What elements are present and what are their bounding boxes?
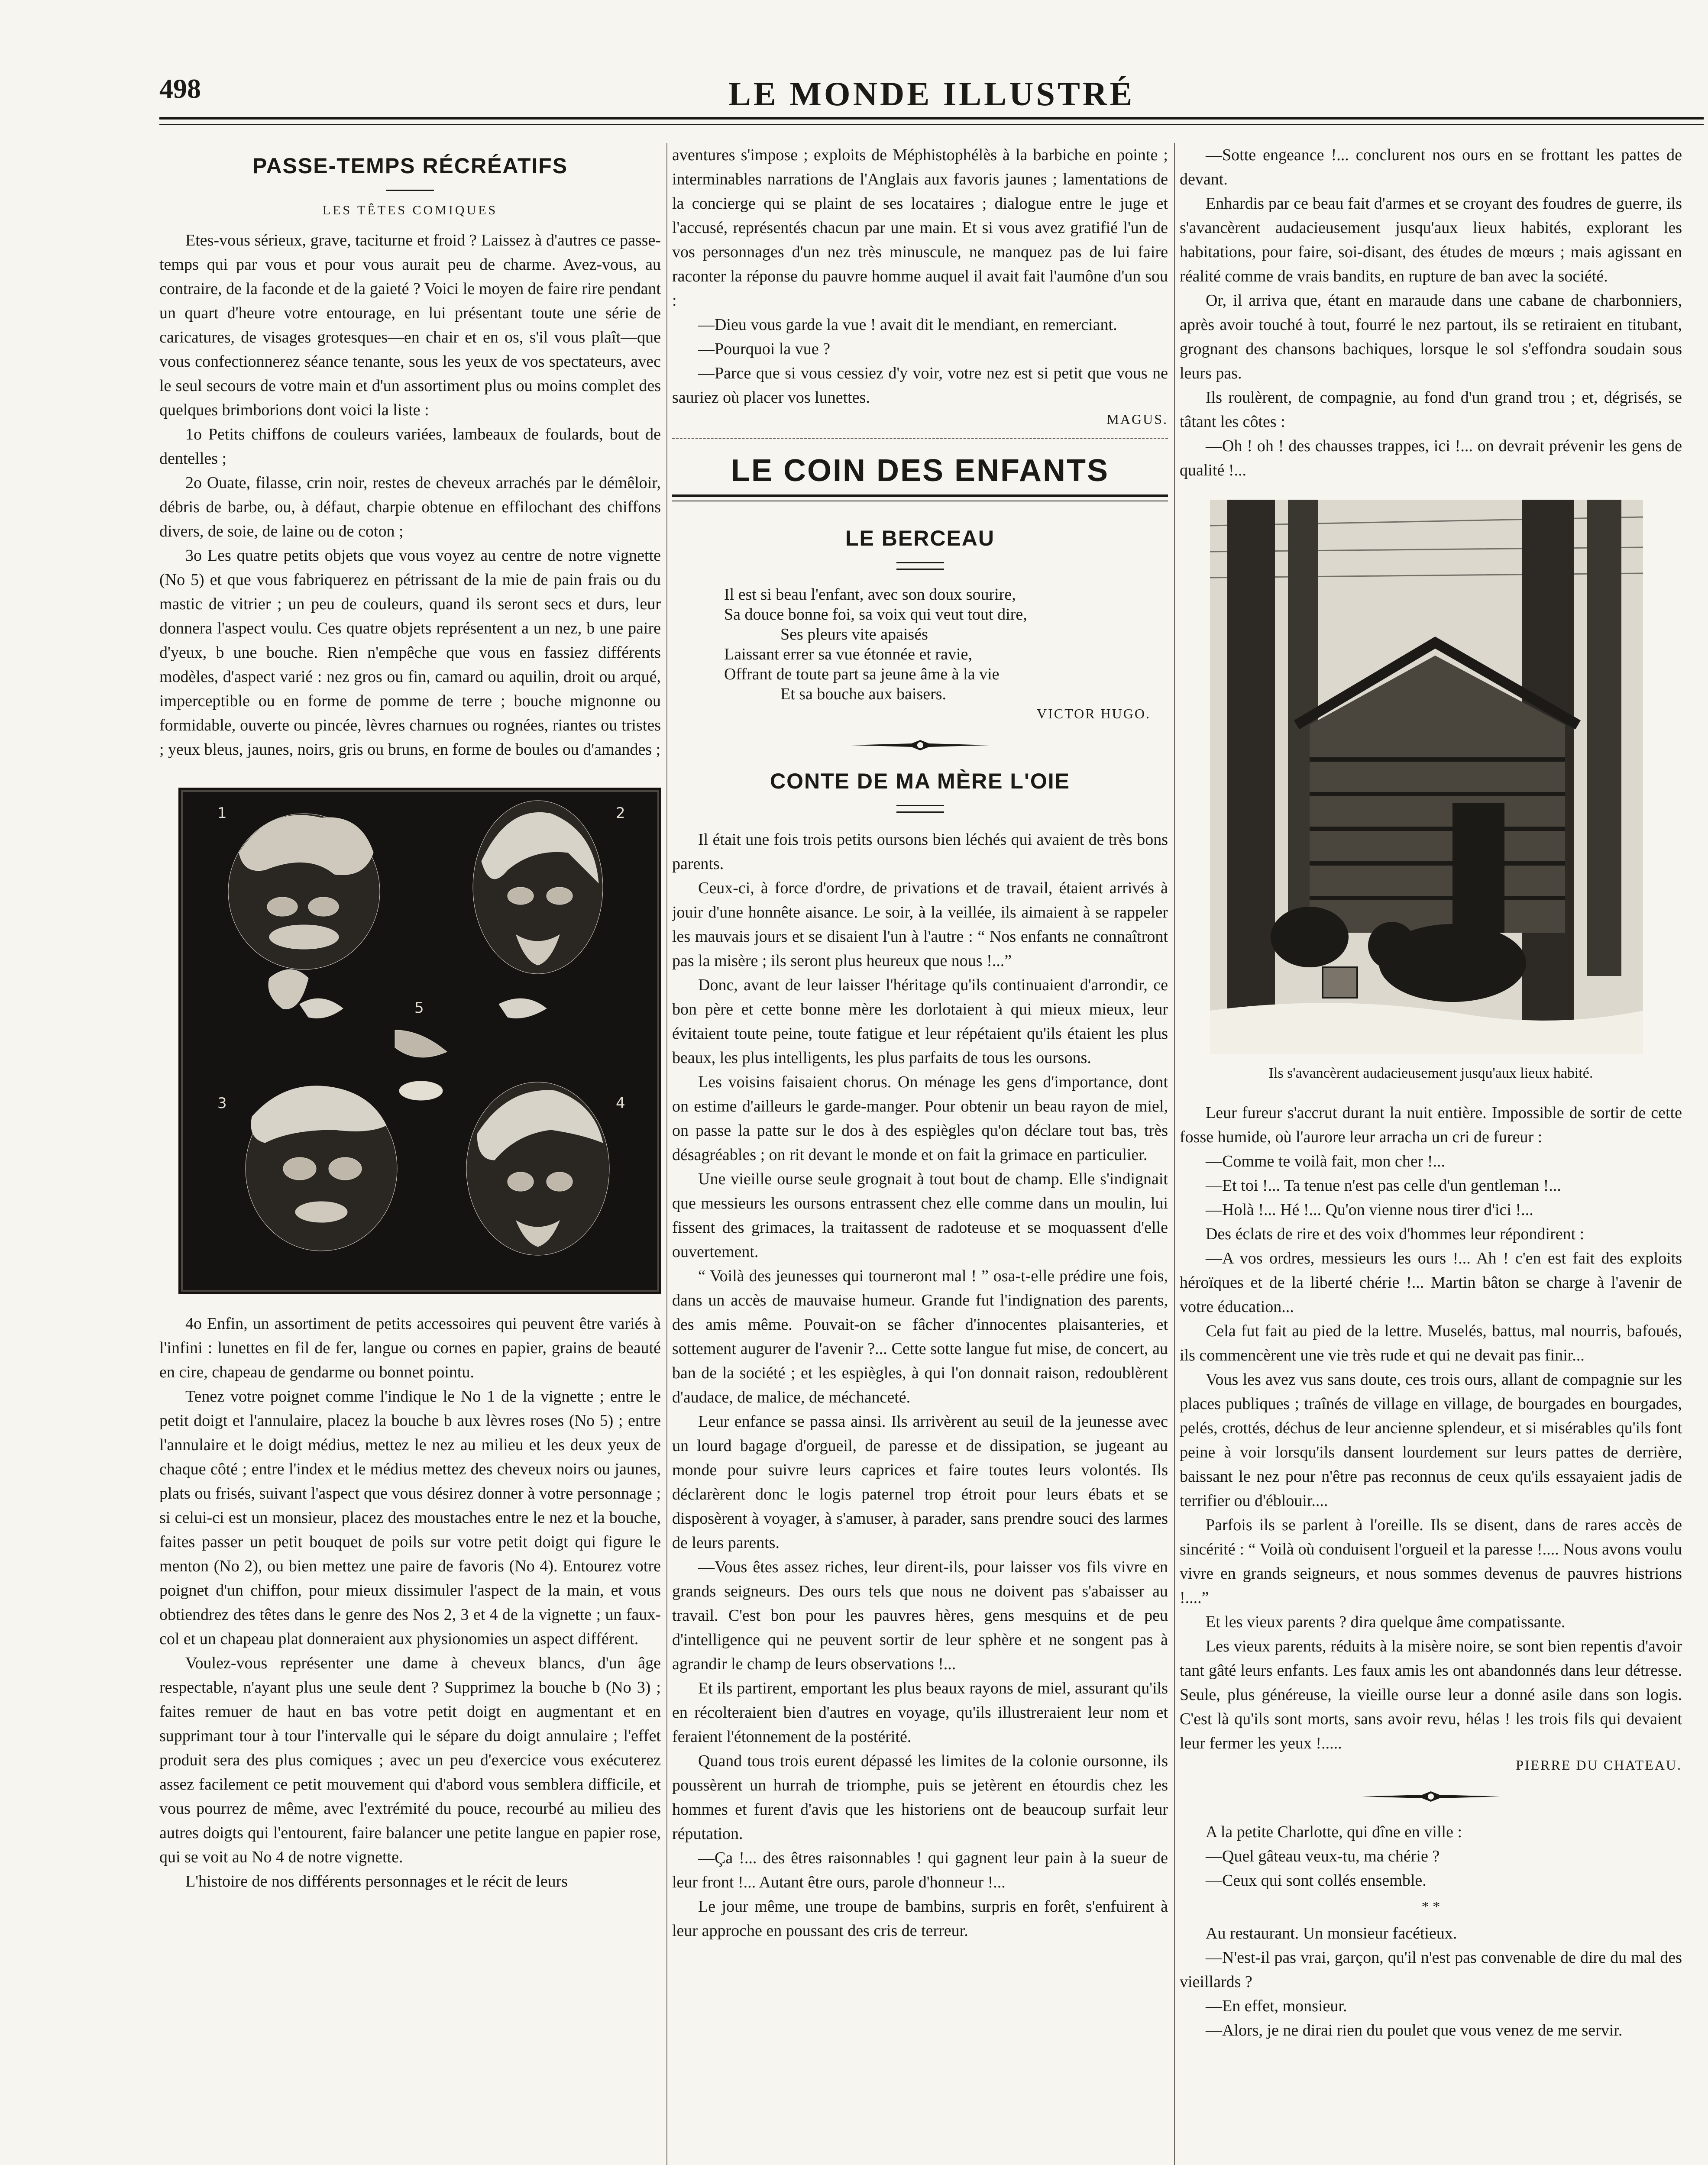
comic-heads-illustration — [178, 788, 661, 1294]
paragraph: Tenez votre poignet comme l'indique le No 1 de la vignette ; entre le petit doigt et l'annulaire, placez la bouche b aux lèvres roses (No 5) ; entre l'annulaire et le doigt médius, mettez le nez au milieu et les deux yeux de chaque côté ; entre l'index et le médius mettez des cheveux noirs ou jaunes, plats ou frisés, suivant l'aspect que vous désirez donner à votre personnage ; si celui-ci est un monsieur, placez des moustaches entre le nez et la bouche, faites passer un petit bouquet de poils sur votre petit doigt qui figure le menton (No 2), ou bien mettez une paire de favoris (No 4). Entourez votre poignet d'un chiffon, pour mieux dissimuler l'aspect de la main, et vous obtiendrez des têtes dans le genre des Nos 2, 3 et 4 de la vignette ; un faux-col et un chapeau plat donneraient aux physionomies un aspect différent. — [159, 1387, 661, 1648]
paragraph: 1o Petits chiffons de couleurs variées, lambeaux de foulards, bout de dentelles ; — [159, 425, 661, 468]
paragraph: Des éclats de rire et des voix d'hommes leur répondirent : — [1206, 1225, 1585, 1243]
paragraph: Les voisins faisaient chorus. On ménage les gens d'importance, dont on estime d'ailleurs le garde-manger. Pour obtenir un beau rayon de miel, on passe la patte sur le dos à des espiègles qu'on déclare tout bas, très désagréables ; on rit devant le monde et on fait la grimace en particulier. — [672, 1073, 1168, 1164]
title-rule — [386, 190, 434, 191]
title-rule — [896, 562, 944, 570]
column-divider — [1174, 143, 1175, 2165]
paragraph: 2o Ouate, filasse, crin noir, restes de cheveux arrachés par le démêloir, débris de barbe, ou, à défaut, charpie obtenue en effilochant des chiffons divers, de soie, de laine ou de coton ; — [159, 474, 661, 540]
paragraph: —Vous êtes assez riches, leur dirent-ils, pour laisser vos fils vivre en grands seigneurs. Des ours tels que nous ne doivent pas s'abaisser au travail. C'est bon pour les pauvres hères, gens mesquins et de peu d'intelligence qui ne peuvent sortir de leur sphère et ne songent pas à agrandir le champ de leurs observations !... — [672, 1558, 1168, 1673]
paragraph: “ Voilà des jeunesses qui tourneront mal ! ” osa-t-elle prédire une fois, dans un accès de mauvaise humeur. Grande fut l'indignation des parents, des amis même. Pouvait-on se fâcher d'innocentes plaisanteries, et sottement augurer de l'avenir ?... Cette sotte langue fut mise, de concert, au ban de la société ; et les espiègles, à qui l'on donnait raison, redoublèrent d'audace, de malice, de méchanceté. — [672, 1267, 1168, 1406]
poem-line: Laissant errer sa vue étonnée et ravie, — [724, 645, 972, 663]
paragraph: —Et toi !... Ta tenue n'est pas celle d'un gentleman !... — [1206, 1176, 1561, 1195]
paragraph: Voulez-vous représenter une dame à cheveux blancs, d'un âge respectable, n'ayant plus une seule dent ? Supprimez la bouche b (No 3) ; faites remuer de haut en bas votre petit doigt en augmentant et en supprimant tour à tour l'intervalle qui le sépare du doigt annulaire ; l'effet produit sera des plus comiques ; avec un peu d'exercice vous exécuterez assez facilement ce petit mouvement qui d'abord vous semblera difficile, et vous pourrez de même, avec l'extrémité du pouce, recourbé au milieu des autres doigts qui l'entourent, faire balancer une petite langue en papier rose, qui se voit au No 4 de notre vignette. — [159, 1654, 661, 1866]
masthead: LE MONDE ILLUSTRÉ — [728, 75, 1135, 113]
stars-separator: * * — [1421, 1899, 1440, 1915]
paragraph: Enhardis par ce beau fait d'armes et se croyant des foudres de guerre, ils s'avancèrent audacieusement jusqu'aux lieux habités, explorant les habitations, pour faire, soi-disant, des études de mœurs ; mais agissant en réalité comme de vrais bandits, en rupture de ban avec la société. — [1180, 194, 1682, 285]
column-middle — [672, 143, 1168, 2165]
paragraph: —Ça !... des êtres raisonnables ! qui gagnent leur pain à la sueur de leur front !... Autant être ours, parole d'honneur !... — [672, 1849, 1168, 1891]
paragraph: Vous les avez vus sans doute, ces trois ours, allant de compagnie sur les places publiques ; traînés de village en village, de bourgades en bourgades, pelés, crottés, déchus de leur ancienne splendeur, et si misérables qu'ils font peine à voir lorsqu'ils dansent lourdement sur leurs pattes de derrière, baissant le nez pour n'être pas reconnus de ceux qu'ils essayaient jadis de terrifier ou d'éblouir.... — [1180, 1370, 1682, 1510]
page-number: 498 — [159, 73, 201, 104]
figure-label: 3 — [217, 1095, 227, 1112]
paragraph: —Dieu vous garde la vue ! avait dit le mendiant, en remerciant. — [698, 316, 1117, 334]
paragraph: L'histoire de nos différents personnages et le récit de leurs — [185, 1872, 568, 1890]
paragraph: Etes-vous sérieux, grave, taciturne et froid ? Laissez à d'autres ce passe-temps qui par vous et pour vous aurait peu de charme. Avez-vous, au contraire, de la faconde et de la gaieté ? Voici le moyen de faire rire pendant un quart d'heure votre entourage, en lui présentant toute une série de caricatures, de visages grotesques—en chair et en os, s'il vous plaît—que vous confectionnerez séance tenante, sous les yeux de vos spectateurs, avec le seul secours de votre main et d'un assortiment plus ou moins complet des quelques brimborions dont voici la liste : — [159, 231, 661, 419]
story-title: CONTE DE MA MÈRE L'OIE — [770, 769, 1070, 793]
joke-line: —N'est-il pas vrai, garçon, qu'il n'est pas convenable de dire du mal des vieillards ? — [1180, 1948, 1682, 1991]
paragraph: Quand tous trois eurent dépassé les limites de la colonie oursonne, ils poussèrent un hurrah de triomphe, puis se jetèrent en étourdis chez les hommes et furent d'avis que les historiens ont de beaucoup surfait leur réputation. — [672, 1752, 1168, 1843]
paragraph: —Comme te voilà fait, mon cher !... — [1206, 1152, 1445, 1170]
section-title: LE COIN DES ENFANTS — [731, 453, 1110, 488]
paragraph: —Parce que si vous cessiez d'y voir, votre nez est si petit que vous ne sauriez où placer vos lunettes. — [672, 364, 1168, 407]
paragraph: Ceux-ci, à force d'ordre, de privations et de travail, étaient arrivés à jouir d'une honnête aisance. Le soir, à la veillée, ils aimaient à se rappeler les mauvais jours et se disaient l'un à l'autre : “ Nos enfants ne connaîtront pas la misère ; ils seront plus heureux que nous !...” — [672, 879, 1168, 970]
signature: PIERRE DU CHATEAU. — [1516, 1757, 1682, 1773]
paragraph: aventures s'impose ; exploits de Méphistophélès à la barbiche en pointe ; interminables narrations de l'Anglais aux favoris jaunes ; lamentations de la concierge qui se plaint de ses locataires ; dialogue entre le juge et l'accusé, représentés chacun par une main. Et si vous avez gratifié l'un de vos personnages d'un nez très minuscule, ne manquez pas de lui faire raconter la réponse du pauvre homme auquel il avait fait l'aumône d'un sou : — [672, 146, 1168, 310]
paragraph: —A vos ordres, messieurs les ours !... Ah ! c'en est fait des exploits héroïques et de la liberté chérie !... Martin bâton se charge à l'avenir de votre éducation... — [1180, 1249, 1682, 1316]
paragraph: Une vieille ourse seule grognait à tout bout de champ. Elle s'indignait que messieurs les oursons entrassent chez elle comme dans un moulin, lui fissent des grimaces, la traitassent de radoteuse et se moquassent d'elle ouvertement. — [672, 1170, 1168, 1261]
paragraph: 3o Les quatre petits objets que vous voyez au centre de notre vignette (No 5) et que vous fabriquerez en pétrissant de la mie de pain frais ou du mastic de vitrier ; un peu de couleurs, quand ils seront secs et durs, leur donnera l'aspect voulu. Ces quatre objets représentent a un nez, b une paire d'yeux, b une bouche. Rien n'empêche que vous en fassiez différents modèles, d'aspect varié : nez gros ou fin, camard ou aquilin, droit ou arqué, imperceptible ou en forme de pomme de terre ; bouche mignonne ou formidable, ouverte ou pincée, lèvres charnues ou rognées, riantes ou tristes ; yeux bleus, jaunes, noirs, gris ou bruns, en forme de boules ou d'amandes ; — [159, 546, 661, 759]
article-title: PASSE-TEMPS RÉCRÉATIFS — [252, 154, 568, 178]
poem-author: VICTOR HUGO. — [1037, 706, 1151, 721]
paragraph: Parfois ils se parlent à l'oreille. Ils se disent, dans de rares accès de sincérité : “ Voilà où conduisent l'orgueil et la paresse !.... Nous avons voulu vivre en grands seigneurs, et nous sommes devenus de pauvres histrions !....” — [1180, 1516, 1682, 1607]
header-rule — [159, 117, 1704, 120]
poem-line: Il est si beau l'enfant, avec son doux sourire, — [724, 585, 1016, 604]
illustration-caption: Ils s'avancèrent audacieusement jusqu'aux lieux habité. — [1268, 1065, 1593, 1081]
joke-line: —Quel gâteau veux-tu, ma chérie ? — [1206, 1847, 1440, 1865]
section-divider — [672, 438, 1168, 439]
poem-title: LE BERCEAU — [845, 526, 995, 550]
figure-label: 5 — [414, 999, 424, 1017]
paragraph: Le jour même, une troupe de bambins, surpris en forêt, s'enfuirent à leur approche en poussant des cris de terreur. — [672, 1897, 1168, 1940]
column-left — [159, 143, 661, 2165]
paragraph: Leur enfance se passa ainsi. Ils arrivèrent au seuil de la jeunesse avec un lourd bagage d'orgueil, de paresse et de dissipation, se jugeant au monde pour suivre leurs caprices et faire toutes leurs volontés. Ils déclarèrent donc le logis paternel trop étroit pour leurs ébats et se disposèrent à voyager, à s'amuser, à parader, sans prendre souci des larmes de leurs parents. — [672, 1412, 1168, 1552]
signature: MAGUS. — [1106, 411, 1168, 427]
paragraph: 4o Enfin, un assortiment de petits accessoires qui peuvent être variés à l'infini : lunettes en fil de fer, langue ou cornes en papier, grains de beauté en cire, chapeau de gendarme ou bonnet pointu. — [159, 1315, 661, 1381]
comic-heads-engraving — [178, 788, 661, 1294]
paragraph: Donc, avant de leur laisser l'héritage qu'ils continuaient d'arrondir, ce bon père et cette bonne mère les dorlotaient à qui mieux mieux, leur évitaient toute peine, toute fatigue et leur répétaient qu'ils étaient les plus beaux, les plus intelligents, les plus parfaits de tous les oursons. — [672, 976, 1168, 1067]
bears-engraving — [1210, 500, 1643, 1054]
paragraph: Cela fut fait au pied de la lettre. Muselés, battus, mal nourris, bafoués, ils commencèrent une vie très rude et qui ne devait pas finir... — [1180, 1322, 1682, 1364]
paragraph: Leur fureur s'accrut durant la nuit entière. Impossible de sortir de cette fosse humide, où l'aurore leur arracha un cri de fureur : — [1180, 1104, 1682, 1146]
paragraph: Il était une fois trois petits oursons bien léchés qui avaient de très bons parents. — [672, 830, 1168, 873]
page-header — [159, 65, 1704, 134]
joke-line: Au restaurant. Un monsieur facétieux. — [1206, 1924, 1457, 1942]
ornament-divider — [847, 737, 994, 754]
paragraph: Et les vieux parents ? dira quelque âme compatissante. — [1206, 1613, 1566, 1631]
joke-line: A la petite Charlotte, qui dîne en ville : — [1206, 1823, 1462, 1841]
figure-label: 2 — [616, 805, 625, 822]
figure-label: 1 — [217, 805, 227, 822]
poem-line: Sa douce bonne foi, sa voix qui veut tout dire, — [724, 605, 1027, 624]
paragraph: Ils roulèrent, de compagnie, au fond d'un grand trou ; et, dégrisés, se tâtant les côtes : — [1180, 388, 1682, 431]
joke-line: —Alors, je ne dirai rien du poulet que vous venez de me servir. — [1206, 2021, 1623, 2039]
joke-line: —En effet, monsieur. — [1206, 1997, 1347, 2015]
paragraph: —Holà !... Hé !... Qu'on vienne nous tirer d'ici !... — [1206, 1201, 1533, 1219]
figure-label: 4 — [616, 1095, 625, 1112]
poem-line: Et sa bouche aux baisers. — [780, 685, 947, 703]
column-divider — [666, 143, 667, 2165]
ornament-divider — [1357, 1788, 1504, 1805]
title-rule — [896, 805, 944, 813]
poem-line: Ses pleurs vite apaisés — [780, 625, 928, 643]
paragraph: —Sotte engeance !... conclurent nos ours en se frottant les pattes de devant. — [1180, 146, 1682, 188]
header-rule — [159, 124, 1704, 125]
section-rule — [672, 494, 1168, 497]
paragraph: —Oh ! oh ! des chausses trappes, ici !... on devrait prévenir les gens de qualité !... — [1180, 437, 1682, 479]
poem — [672, 585, 1168, 704]
paragraph: —Pourquoi la vue ? — [698, 340, 831, 358]
joke-line: —Ceux qui sont collés ensemble. — [1206, 1871, 1427, 1890]
paragraph: Et ils partirent, emportant les plus beaux rayons de miel, assurant qu'ils en récolteraient bien d'autres en voyage, qu'ils illustreraient leur nom et feraient l'étonnement de la postérité. — [672, 1679, 1168, 1746]
paragraph: Les vieux parents, réduits à la misère noire, se sont bien repentis d'avoir tant gâté leurs enfants. Les faux amis les ont abandonnés dans leur détresse. Seule, plus généreuse, la vieille ourse leur a donné asile dans son logis. C'est là qu'ils sont morts, sans avoir revu, hélas ! les trois fils qui devaient leur fermer les yeux !..... — [1180, 1637, 1682, 1752]
article-subtitle: LES TÊTES COMIQUES — [322, 203, 498, 217]
poem-line: Offrant de toute part sa jeune âme à la vie — [724, 665, 1000, 683]
paragraph: Or, il arriva que, étant en maraude dans une cabane de charbonniers, après avoir touché à tout, fourré le nez partout, ils se retiraient en titubant, grognant des chansons bachiques, lorsque le sol s'effondra soudain sous leurs pas. — [1180, 291, 1682, 382]
bears-illustration — [1210, 500, 1643, 1054]
column-right — [1180, 143, 1682, 2165]
